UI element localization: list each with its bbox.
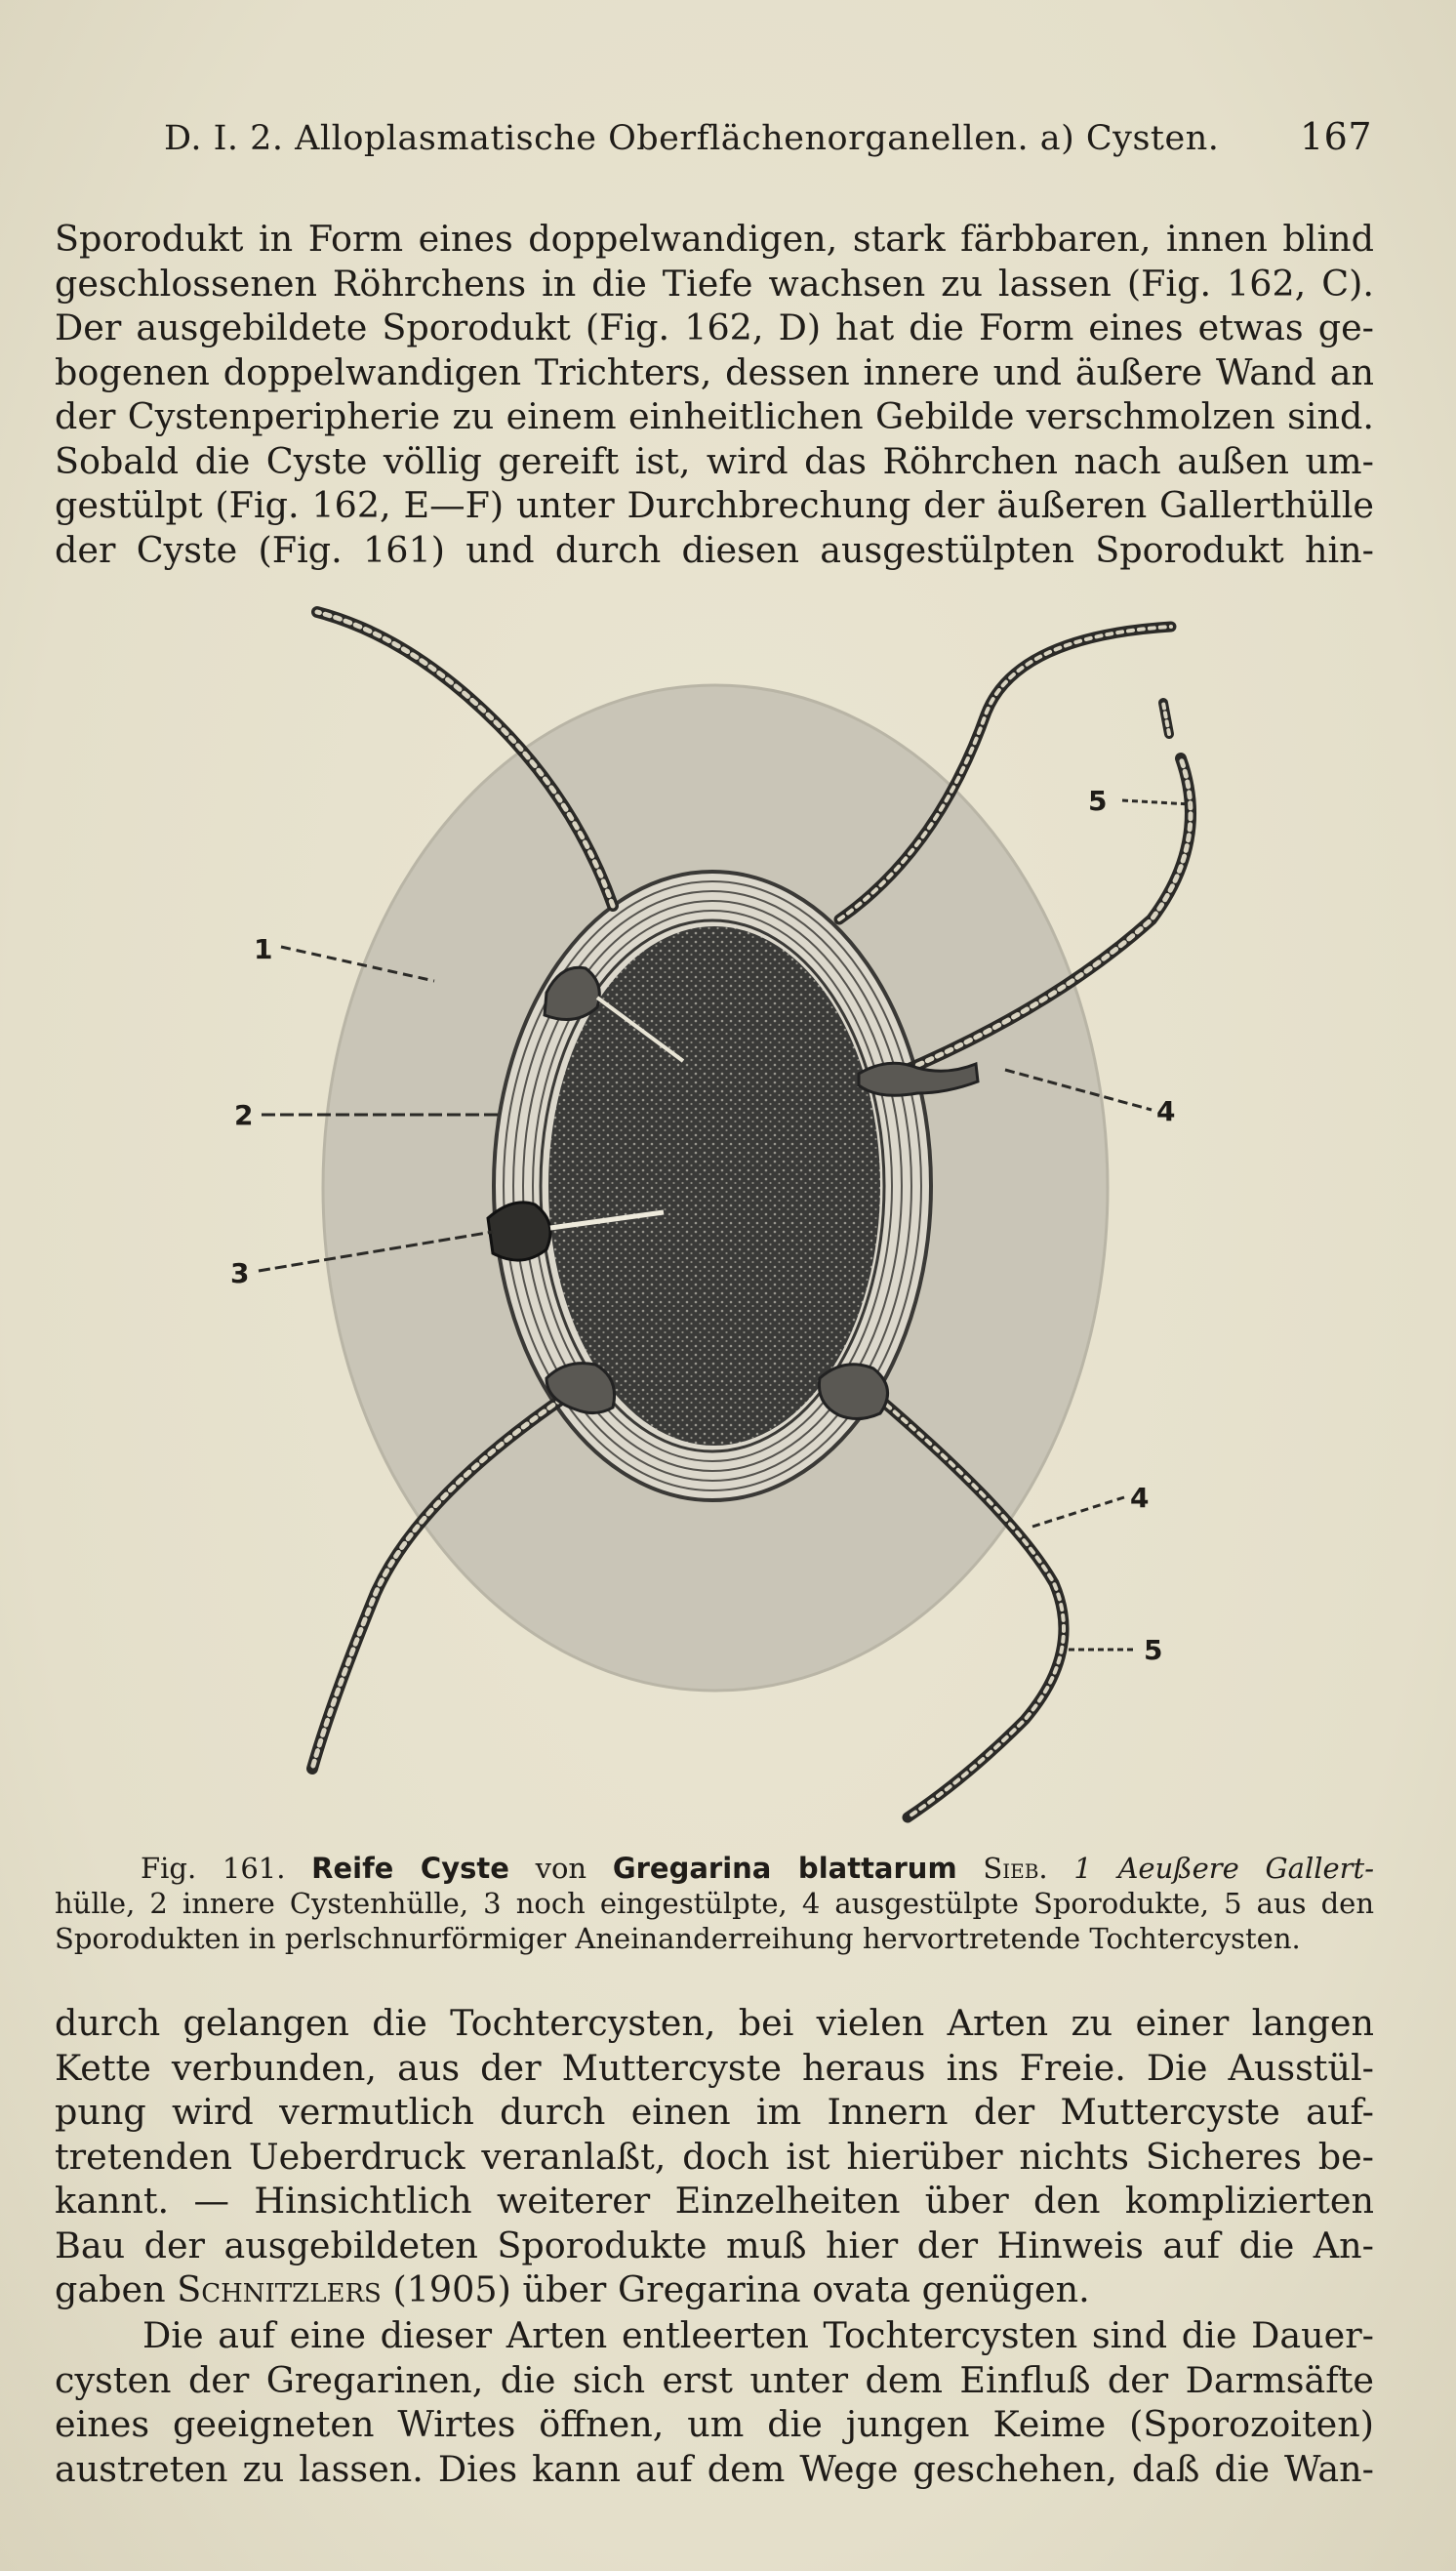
caption-line: Sporodukten in perlschnurförmiger Aneinanderreihung hervortretende Tochtercysten. [55, 1922, 1301, 1955]
text-line: der Cystenperipherie zu einem einheitlichen Gebilde verschmolzen sind. [55, 395, 1374, 437]
label-5-lower: 5 [1144, 1634, 1163, 1666]
text-line [55, 2267, 1374, 2312]
text-line: pung wird vermutlich durch einen im Innern der Muttercyste auf- [55, 2091, 1374, 2133]
text-fragment: (1905) über Gregarina ovata genügen. [392, 2268, 1090, 2310]
text-line: durch gelangen die Tochtercysten, bei vielen Arten zu einer langen [55, 2002, 1374, 2044]
text-line: kannt. — Hinsichtlich weiterer Einzelheiten über den komplizierten [55, 2180, 1374, 2222]
text-line: Sobald die Cyste völlig gereift ist, wird das Röhrchen nach außen um- [55, 439, 1374, 482]
caption-author: Sieb. [983, 1852, 1048, 1885]
text-line: Kette verbunden, aus der Muttercyste heraus ins Freie. Die Ausstül- [55, 2046, 1374, 2089]
author-name: Schnitzlers [177, 2268, 382, 2310]
text-line: der Cyste (Fig. 161) und durch diesen ausgestülpten Sporodukt hin- [55, 528, 1374, 571]
label-1: 1 [254, 933, 273, 965]
cyst-illustration [176, 597, 1278, 1837]
caption-line: hülle, 2 innere Cystenhülle, 3 noch eingestülpte, 4 ausgestülpte Sporodukte, 5 aus den [55, 1887, 1374, 1920]
running-header [164, 115, 1372, 158]
paragraph-3 [55, 2313, 1374, 2491]
caption-title: Reife Cyste [311, 1852, 509, 1885]
label-4-lower: 4 [1130, 1482, 1150, 1514]
label-3: 3 [230, 1257, 250, 1289]
text-line: tretenden Ueberdruck veranlaßt, doch ist hierüber nichts Sicheres be- [55, 2135, 1374, 2178]
label-4-upper: 4 [1156, 1095, 1176, 1127]
text-line: cysten der Gregarinen, die sich erst unter dem Einfluß der Darmsäfte [55, 2358, 1374, 2401]
running-title: D. I. 2. Alloplasmatische Oberflächenorganellen. a) Cysten. [164, 119, 1220, 158]
figure-caption [55, 1851, 1374, 1956]
caption-line [55, 1851, 1374, 1886]
text-line: Der ausgebildete Sporodukt (Fig. 162, D) hat die Form eines etwas ge- [55, 306, 1374, 348]
text-line: bogenen doppelwandigen Trichters, dessen innere und äußere Wand an [55, 350, 1374, 393]
label-2: 2 [234, 1099, 254, 1131]
label-5-upper: 5 [1088, 785, 1108, 817]
text-fragment: gaben [55, 2268, 166, 2310]
text-line: Sporodukt in Form eines doppelwandigen, stark färbbaren, innen blind [55, 218, 1374, 260]
caption-fig-number: Fig. 161. [141, 1852, 286, 1885]
caption-legend-start: 1 Aeußere Gallert- [1073, 1852, 1374, 1885]
paragraph-1 [55, 217, 1374, 572]
text-line: eines geeigneten Wirtes öffnen, um die jungen Keime (Sporozoiten) [55, 2403, 1374, 2445]
caption-von: von [535, 1852, 587, 1885]
text-line: austreten zu lassen. Dies kann auf dem Wege geschehen, daß die Wan- [55, 2447, 1374, 2490]
page-number: 167 [1299, 115, 1372, 158]
text-line: geschlossenen Röhrchens in die Tiefe wachsen zu lassen (Fig. 162, C). [55, 262, 1374, 305]
caption-species: Gregarina blattarum [612, 1852, 957, 1885]
text-line: gestülpt (Fig. 162, E—F) unter Durchbrechung der äußeren Gallerthülle [55, 484, 1374, 526]
text-line: Bau der ausgebildeten Sporodukte muß hier der Hinweis auf die An- [55, 2224, 1374, 2266]
paragraph-2 [55, 2001, 1374, 2312]
text-line: Die auf eine dieser Arten entleerten Tochtercysten sind die Dauer- [142, 2314, 1374, 2356]
